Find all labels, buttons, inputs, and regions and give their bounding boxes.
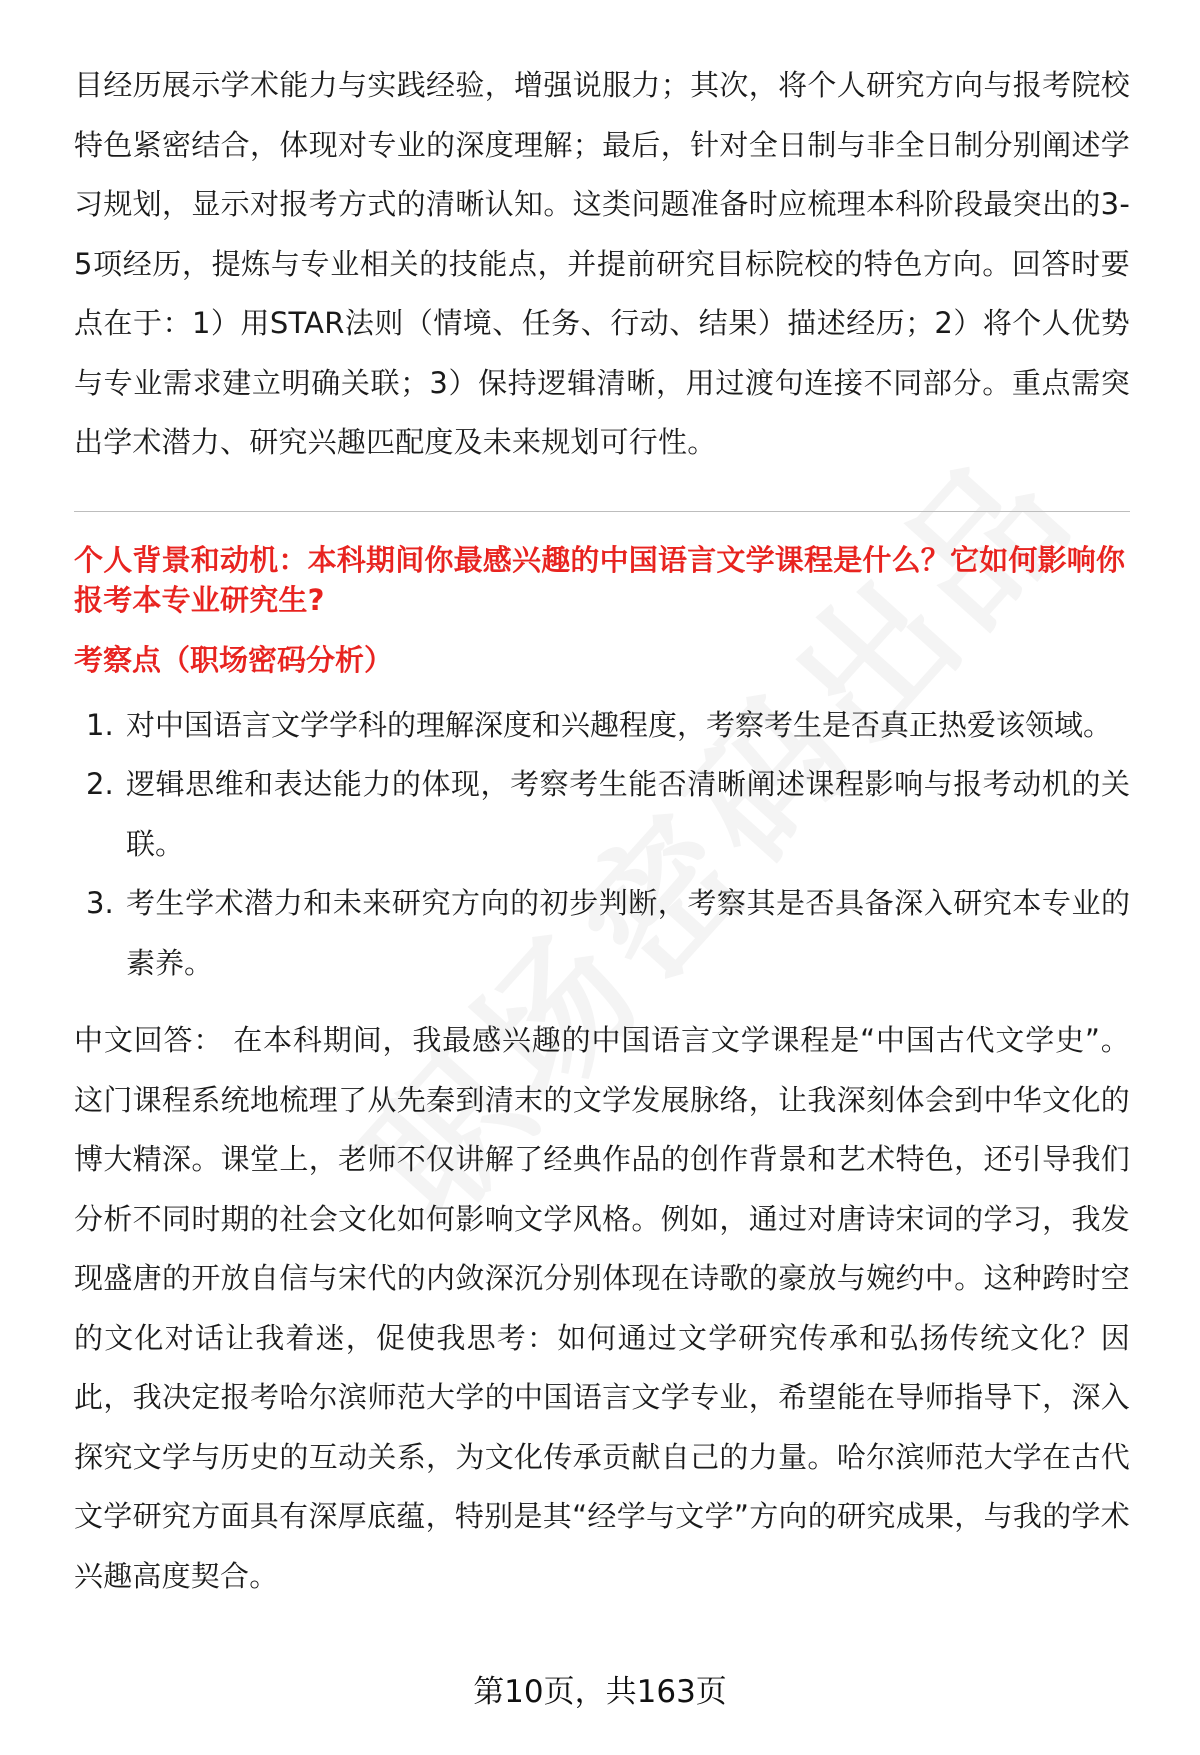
list-item — [74, 755, 1130, 874]
list-item-number: 2. — [86, 767, 114, 801]
list-item — [74, 696, 1130, 756]
section-divider — [74, 511, 1130, 512]
list-item-text: 对中国语言文学学科的理解深度和兴趣程度，考察考生是否真正热爱该领域。 — [126, 707, 1113, 742]
page-number-footer: 第10页，共163页 — [473, 1674, 727, 1710]
list-item — [74, 874, 1130, 993]
list-item-text: 考生学术潜力和未来研究方向的初步判断，考察其是否具备深入研究本专业的素养。 — [126, 886, 1130, 980]
intro-paragraph: 目经历展示学术能力与实践经验，增强说服力；其次，将个人研究方向与报考院校特色紧密结合，体现对专业的深度理解；最后，针对全日制与非全日制分别阐述学习规划，显示对报考方式的清晰认知。这类问题准备时应梳理本科阶段最突出的3-5项经历，提炼与专业相关的技能点，并提前研究目标院校的特色方向。回答时要点在于：1）用STAR法则（情境、任务、行动、结果）描述经历；2）将个人优势与专业需求建立明确关联；3）保持逻辑清晰，用过渡句连接不同部分。重点需突出学术潜力、研究兴趣匹配度及未来规划可行性。 — [74, 68, 1130, 459]
list-item-text: 逻辑思维和表达能力的体现，考察考生能否清晰阐述课程影响与报考动机的关联。 — [126, 767, 1130, 861]
page-content — [74, 56, 1130, 1606]
answer-paragraph: 中文回答： 在本科期间，我最感兴趣的中国语言文学课程是“中国古代文学史”。这门课程系统地梳理了从先秦到清末的文学发展脉络，让我深刻体会到中华文化的博大精深。课堂上，老师不仅讲解了经典作品的创作背景和艺术特色，还引导我们分析不同时期的社会文化如何影响文学风格。例如，通过对唐诗宋词的学习，我发现盛唐的开放自信与宋代的内敛深沉分别体现在诗歌的豪放与婉约中。这种跨时空的文化对话让我着迷，促使我思考：如何通过文学研究传承和弘扬传统文化？因此，我决定报考哈尔滨师范大学的中国语言文学专业，希望能在导师指导下，深入探究文学与历史的互动关系，为文化传承贡献自己的力量。哈尔滨师范大学在古代文学研究方面具有深厚底蕴，特别是其“经学与文学”方向的研究成果，与我的学术兴趣高度契合。 — [74, 1023, 1130, 1593]
question-heading: 个人背景和动机：本科期间你最感兴趣的中国语言文学课程是什么？它如何影响你报考本专业研究生? — [74, 542, 1126, 617]
analysis-points-list — [74, 696, 1130, 994]
list-item-number: 1. — [86, 707, 114, 742]
analysis-heading: 考察点（职场密码分析） — [74, 642, 394, 677]
list-item-number: 3. — [86, 886, 114, 920]
